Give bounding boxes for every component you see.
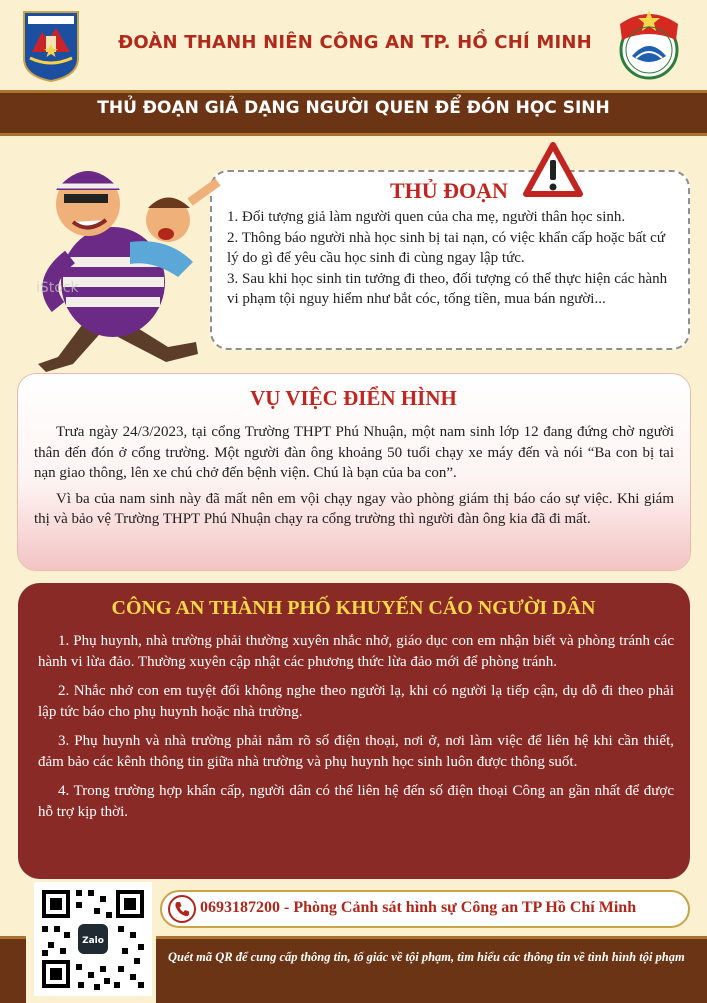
- case-paragraph: Trưa ngày 24/3/2023, tại cổng Trường THPT Phú Nhuận, một nam sinh lớp 12 đang đứng chờ người thân đến đón ở cổng trường. Một người đàn ông khoảng 50 tuổi chạy xe máy đến và nói “Ba con bị tai nạn giao thông, lên xe chú chở đến bệnh viện. Chú là bạn của ba con”.: [34, 424, 674, 481]
- list-item: 1. Đối tượng giả làm người quen của cha mẹ, người thân học sinh.: [227, 209, 626, 225]
- list-item: 2. Thông báo người nhà học sinh bị tai nạn, có việc khẩn cấp hoặc bất cứ lý do gì để yêu cầu học sinh đi cùng ngay lập tức.: [227, 229, 665, 266]
- list-item: 3. Sau khi học sinh tin tưởng đi theo, đối tượng có thể thực hiện các hành vi phạm tội nguy hiểm như bắt cóc, tống tiền, mua bán người...: [227, 270, 668, 307]
- youth-union-emblem-icon: [614, 6, 684, 80]
- qr-code-icon: [34, 882, 152, 996]
- police-emblem-icon: [22, 6, 80, 82]
- page-title: THỦ ĐOẠN GIẢ DẠNG NGƯỜI QUEN ĐỂ ĐÓN HỌC SINH: [97, 98, 610, 118]
- advice-list: [38, 631, 674, 831]
- tactics-list: [227, 207, 677, 310]
- warning-icon: [523, 142, 583, 198]
- qr-badge-label: Zalo: [82, 936, 104, 946]
- hotline-text[interactable]: 0693187200 - Phòng Cảnh sát hình sự Công an TP Hồ Chí Minh: [200, 899, 637, 916]
- list-item: 2. Nhắc nhở con em tuyệt đối không nghe theo người lạ, khi có người lạ tiếp cận, dụ dỗ đi theo phải lập tức báo cho phụ huynh hoặc nhà trường.: [38, 683, 674, 720]
- footer-strip: [0, 936, 26, 1003]
- list-item: 3. Phụ huynh và nhà trường phải nắm rõ số điện thoại, nơi ở, nơi làm việc để liên hệ khi cần thiết, đảm bảo các kênh thông tin giữa nhà trường và phụ huynh học sinh luôn được thông suốt.: [38, 733, 674, 770]
- org-title: ĐOÀN THANH NIÊN CÔNG AN TP. HỒ CHÍ MINH: [118, 32, 592, 53]
- footer-bar: [156, 936, 707, 1003]
- qr-code[interactable]: [34, 882, 152, 996]
- phone-icon: [168, 895, 196, 923]
- footer-note: Quét mã QR để cung cấp thông tin, tố giác về tội phạm, tìm hiểu các thông tin về tình hình tội phạm: [168, 950, 685, 964]
- list-item: 1. Phụ huynh, nhà trường phải thường xuyên nhắc nhở, giáo dục con em nhận biết và phòng tránh các hành vi lừa đảo. Thường xuyên cập nhật các phương thức lừa đảo mới để phòng tránh.: [38, 633, 674, 670]
- case-paragraph: Vì ba của nam sinh này đã mất nên em vội chạy ngay vào phòng giám thị báo cáo sự việc. Khi giám thị và bảo vệ Trường THPT Phú Nhuận chạy ra cổng trường thì người đàn ông kia đã đi mất.: [34, 490, 674, 527]
- svg-text:iStock: iStock: [36, 280, 79, 296]
- case-body: [34, 422, 674, 535]
- kidnapper-illustration: [18, 142, 226, 377]
- advice-title: CÔNG AN THÀNH PHỐ KHUYẾN CÁO NGƯỜI DÂN: [111, 597, 596, 619]
- case-title: VỤ VIỆC ĐIỂN HÌNH: [250, 386, 457, 410]
- tactics-title: THỦ ĐOẠN: [390, 178, 508, 203]
- list-item: 4. Trong trường hợp khẩn cấp, người dân có thể liên hệ đến số điện thoại Công an gần nhất để được hỗ trợ kịp thời.: [38, 783, 674, 820]
